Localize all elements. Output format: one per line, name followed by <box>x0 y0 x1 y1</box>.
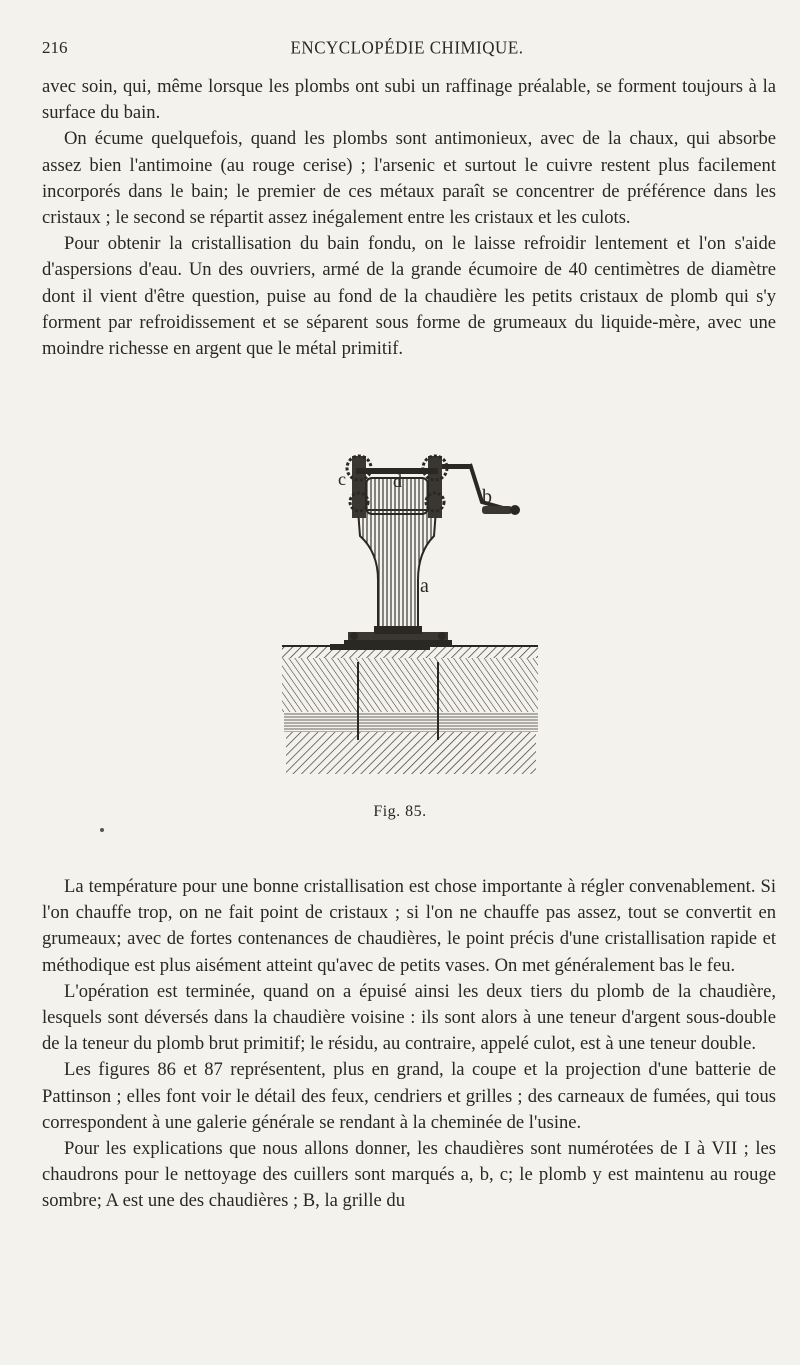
label-d: d <box>393 471 402 491</box>
label-a: a <box>420 575 429 597</box>
label-b: b <box>482 486 492 508</box>
paragraph: Pour obtenir la cristallisation du bain fondu, on le laisse refroidir lentement et l'on s'aide d'aspersions d'eau. Un des ouvriers, armé de la grande écumoire de 40 centimètres de diamètre dont il vient d'être question, puise au fond de la chaudière les petits cristaux de plomb qui s'y forment par refroidissement et se séparent sous forme de grumeaux du liquide-mère, avec une moindre richesse en argent que le métal primitif. <box>42 233 776 360</box>
text-block-top <box>42 74 776 362</box>
cast-iron-column <box>344 510 452 646</box>
figure-85 <box>270 440 560 800</box>
paragraph: avec soin, qui, même lorsque les plombs ont subi un raffinage préalable, se forment toujours à la surface du bain. <box>42 76 776 124</box>
paragraph: On écume quelquefois, quand les plombs sont antimonieux, avec de la chaux, qui absorbe assez bien l'antimoine (au rouge cerise) ; l'arsenic et surtout le cuivre restent plus facilement incorporés dans le bain; le premier de ces métaux paraît se concentrer de préférence dans les cristaux ; le second se répartit assez inégalement entre les cristaux et les culots. <box>42 128 776 229</box>
page-number: 216 <box>42 38 68 57</box>
running-header <box>42 38 772 64</box>
masonry-base <box>282 644 538 774</box>
text-block-bottom <box>42 874 776 1215</box>
paragraph: L'opération est terminée, quand on a épuisé ainsi les deux tiers du plomb de la chaudière, lesquels sont déversés dans la chaudière voisine : ils sont alors à une teneur d'argent sous-double de la teneur du plomb brut primitif; le résidu, au contraire, appelé culot, est à une teneur double. <box>42 980 776 1055</box>
figure-caption: Fig. 85. <box>373 803 427 820</box>
running-title: ENCYCLOPÉDIE CHIMIQUE. <box>290 37 524 58</box>
label-c: c <box>338 469 346 489</box>
paragraph: Les figures 86 et 87 représentent, plus en grand, la coupe et la projection d'une batterie de Pattinson ; elles font voir le détail des feux, cendriers et grilles ; des carneaux de fumées, qui tous correspondent à une galerie générale se rendant à la cheminée de l'usine. <box>42 1059 776 1133</box>
paragraph: Pour les explications que nous allons donner, les chaudières sont numérotées de I à VII ; les chaudrons pour le nettoyage des cuillers sont marqués a, b, c; le plomb y est maintenu au rouge sombre; A est une des chaudières ; B, la grille du <box>42 1138 776 1212</box>
paragraph: La température pour une bonne cristallisation est chose importante à régler convenablement. Si l'on chauffe trop, on ne fait point de cristaux ; si l'on ne chauffe pas assez, tout se convertit en grumeaux; avec de fortes contenances de chaudières, le point précis d'une cristallisation rapide et méthodique est plus aisément atteint qu'avec de petits vases. On met généralement bas le feu. <box>42 876 776 976</box>
crystallizer-engraving <box>270 440 560 800</box>
winch-head <box>347 456 520 518</box>
ink-speck <box>100 828 104 832</box>
